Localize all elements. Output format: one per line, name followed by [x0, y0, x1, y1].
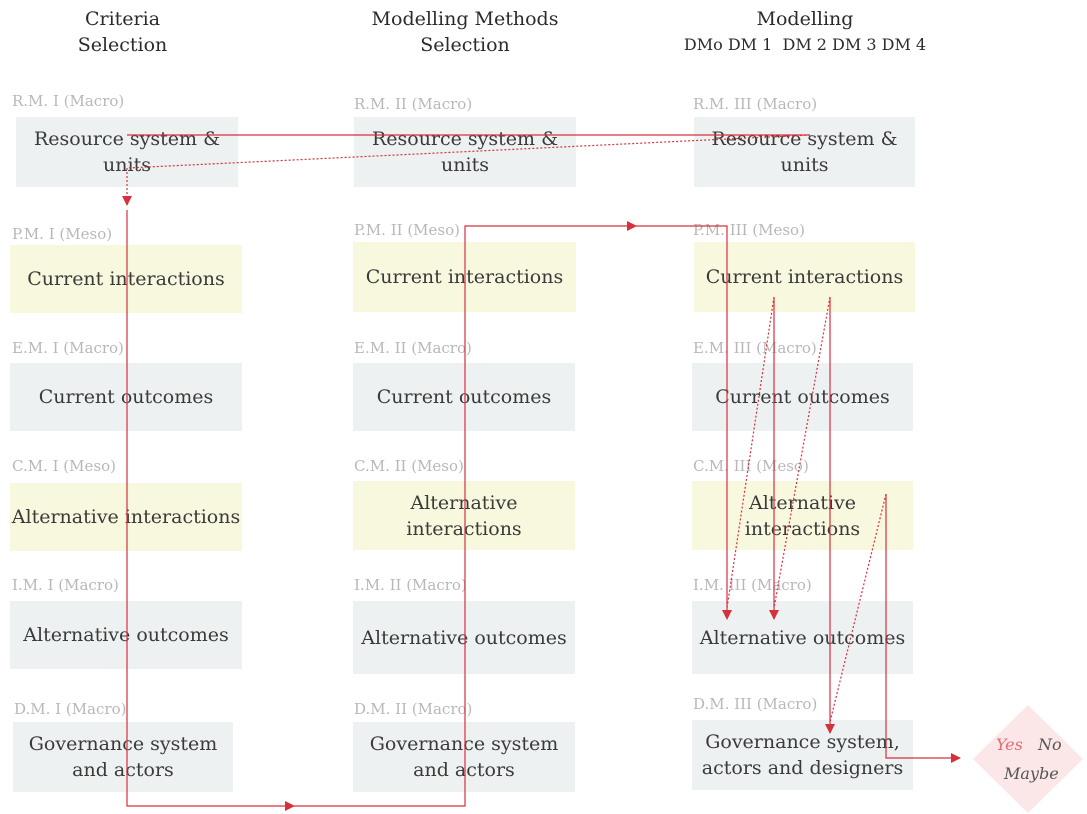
connector-dotted: [727, 297, 774, 608]
column-title-line1: Criteria: [84, 8, 161, 30]
row-label: E.M. I (Macro): [12, 339, 124, 357]
connector-dotted: [830, 494, 886, 722]
row-label: P.M. II (Meso): [354, 221, 461, 239]
legend-no: No: [1038, 735, 1062, 754]
node-current-interactions: Current interactions: [694, 242, 915, 312]
legend-yes: Yes: [996, 735, 1023, 754]
node-resource-system: Resource system & units: [354, 117, 576, 187]
row-label: R.M. II (Macro): [354, 95, 473, 113]
row-label: D.M. II (Macro): [354, 700, 473, 718]
row-label: E.M. II (Macro): [354, 339, 472, 357]
node-current-outcomes: Current outcomes: [353, 363, 575, 431]
node-alternative-interactions: Alternative interactions: [10, 483, 242, 551]
row-label: C.M. II (Meso): [354, 457, 464, 475]
node-resource-system: Resource system & units: [694, 117, 915, 187]
node-current-interactions: Current interactions: [10, 245, 242, 313]
row-label: I.M. II (Macro): [354, 576, 467, 594]
legend-maybe: Maybe: [1004, 764, 1059, 783]
row-label: E.M. III (Macro): [693, 339, 817, 357]
column-title-line1: Modelling: [756, 8, 854, 30]
connector-solid: [294, 226, 636, 806]
row-label: P.M. III (Meso): [693, 221, 805, 239]
row-label: P.M. I (Meso): [12, 225, 113, 243]
connector-dotted: [127, 135, 810, 168]
column-title-line1: Modelling Methods: [371, 8, 559, 30]
decision-legend: [972, 704, 1084, 814]
node-alternative-interactions: Alternative interactions: [692, 481, 913, 550]
node-governance-system: Governance system, actors and designers: [692, 720, 913, 790]
node-governance-system: Governance system and actors: [13, 722, 233, 792]
row-label: I.M. III (Macro): [693, 576, 812, 594]
connector-solid: [127, 210, 294, 806]
row-label: D.M. III (Macro): [693, 695, 818, 713]
row-label: C.M. III (Meso): [693, 457, 809, 475]
node-alternative-outcomes: Alternative outcomes: [10, 601, 242, 669]
row-label: I.M. I (Macro): [12, 576, 119, 594]
row-label: R.M. I (Macro): [12, 92, 125, 110]
connector-dotted: [774, 297, 830, 608]
row-label: C.M. I (Meso): [12, 457, 116, 475]
row-label: R.M. III (Macro): [693, 95, 818, 113]
node-governance-system: Governance system and actors: [353, 722, 575, 792]
connector-solid: [636, 226, 727, 619]
node-current-interactions: Current interactions: [353, 242, 576, 312]
row-label: D.M. I (Macro): [14, 700, 127, 718]
diamond-icon: [972, 704, 1084, 814]
column-title-line2: Selection: [77, 34, 168, 56]
node-alternative-outcomes: Alternative outcomes: [353, 601, 575, 674]
node-alternative-interactions: Alternative interactions: [353, 481, 575, 550]
node-resource-system: Resource system & units: [16, 117, 238, 187]
column-title-line2: DMo DM 1 DM 2 DM 3 DM 4: [683, 35, 927, 54]
column-title-line2: Selection: [420, 34, 510, 56]
node-current-outcomes: Current outcomes: [692, 363, 913, 431]
node-alternative-outcomes: Alternative outcomes: [692, 601, 913, 674]
connector-solid: [886, 494, 960, 758]
node-current-outcomes: Current outcomes: [10, 363, 242, 431]
